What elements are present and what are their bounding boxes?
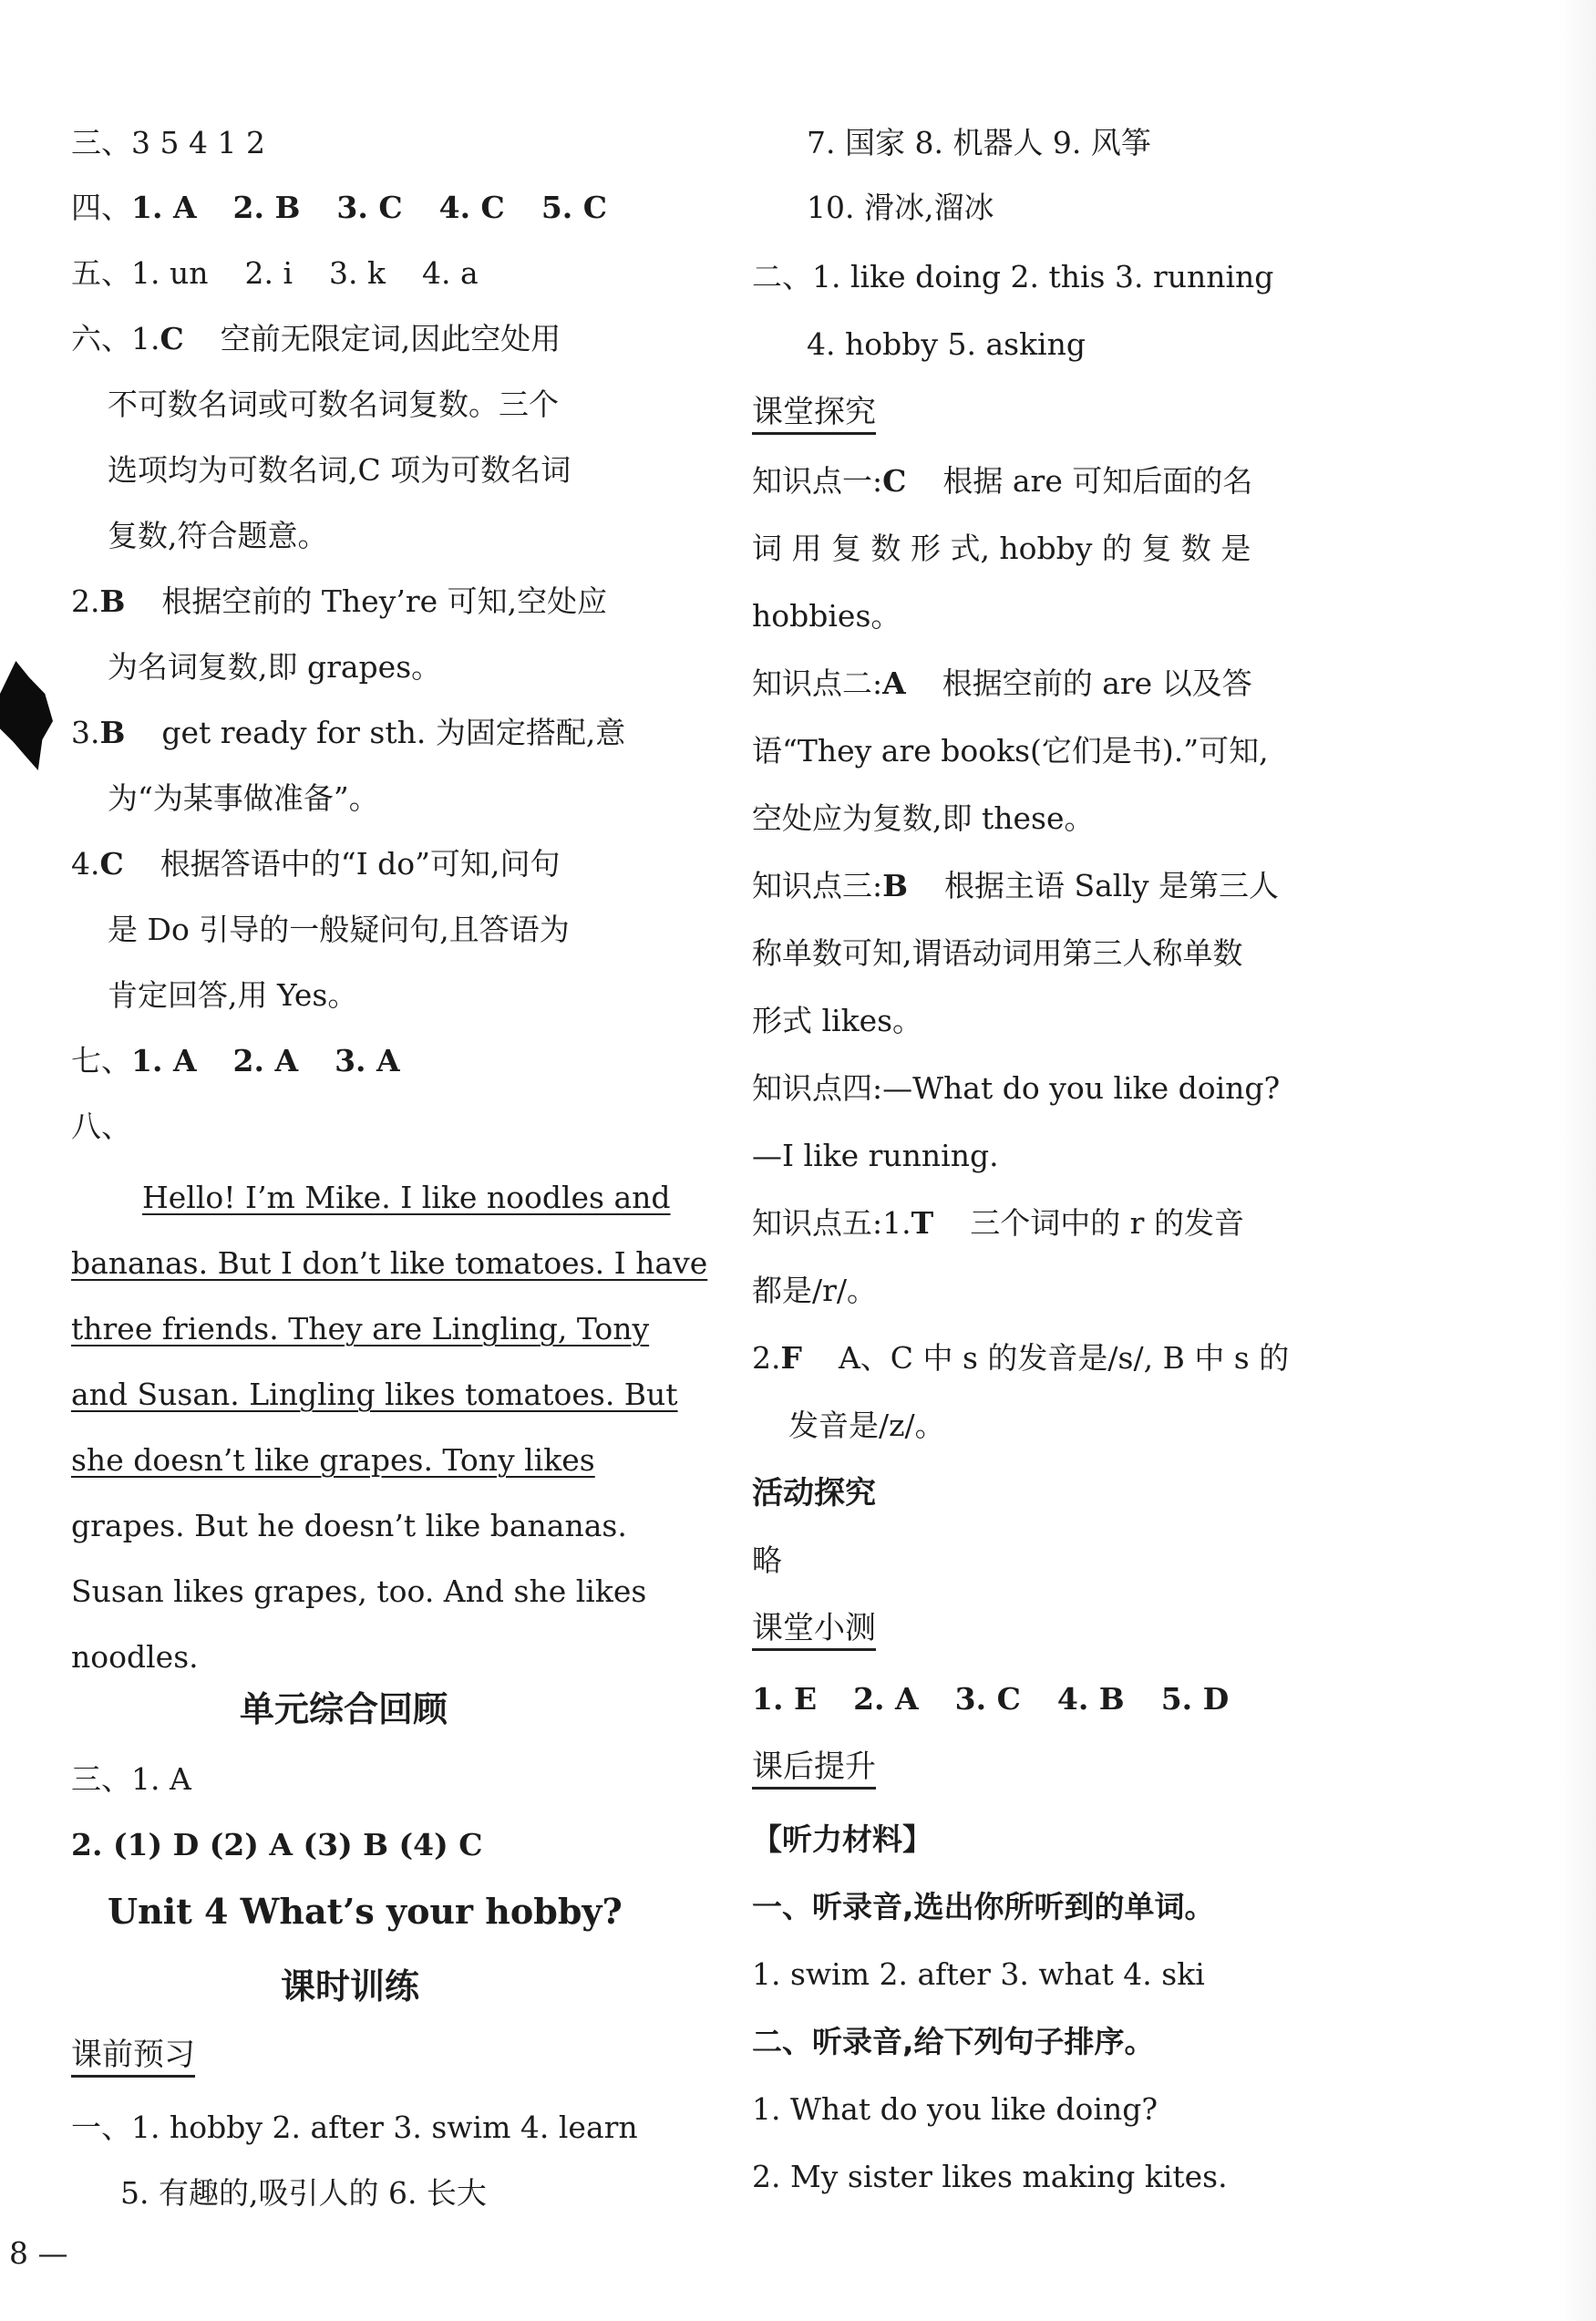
preview-section-2-a: 二、1. like doing 2. this 3. running — [752, 259, 1274, 294]
class-explore-title: 课堂探究 — [752, 394, 876, 435]
explanation-line: 肯定回答,用 Yes。 — [108, 977, 358, 1013]
passage-line: noodles. — [71, 1639, 199, 1675]
preview-answers-4: 10. 滑冰,溜冰 — [807, 190, 994, 225]
preview-answers-1: 一、1. hobby 2. after 3. swim 4. learn — [71, 2110, 638, 2145]
explanation-line: 复数,符合题意。 — [108, 518, 328, 553]
scan-stain — [0, 661, 53, 770]
passage-line: and Susan. Lingling likes tomatoes. But — [71, 1377, 678, 1412]
knowledge-point-4: 知识点四:—What do you like doing? — [752, 1070, 1281, 1106]
preview-answers-2: 5. 有趣的,吸引人的 6. 长大 — [120, 2175, 487, 2211]
explanation-line: 选项均为可数名词,C 项为可数名词 — [108, 452, 571, 488]
explanation-line: 空处应为复数,即 these。 — [752, 800, 1095, 836]
explanation-line: —I like running. — [752, 1138, 999, 1173]
unit-title: Unit 4 What’s your hobby? — [108, 1891, 623, 1932]
knowledge-point-2: 知识点二:A 根据空前的 are 以及答 — [752, 665, 1252, 701]
explanation-line: 词 用 复 数 形 式, hobby 的 复 数 是 — [752, 531, 1251, 566]
explanation-line: 称单数可知,谓语动词用第三人称单数 — [752, 935, 1243, 971]
passage-line: bananas. But I don’t like tomatoes. I have — [71, 1245, 708, 1281]
listening-question-1: 一、听录音,选出你所听到的单词。 — [752, 1889, 1215, 1924]
answer-section-6-q4: 4.C 根据答语中的“I do”可知,问句 — [71, 846, 561, 882]
answer-section-6-q2: 2.B 根据空前的 They’re 可知,空处应 — [71, 583, 608, 619]
answer-section-4: 四、1. A 2. B 3. C 4. C 5. C — [71, 190, 608, 225]
review-heading: 单元综合回顾 — [240, 1689, 448, 1729]
answer-section-6-q3: 3.B get ready for sth. 为固定搭配,意 — [71, 715, 626, 750]
lesson-training-heading: 课时训练 — [281, 1966, 420, 2006]
passage-line: three friends. They are Lingling, Tony — [71, 1311, 650, 1346]
answer-section-6-q1: 六、1.C 空前无限定词,因此空处用 — [71, 321, 561, 356]
activity-explore-text: 略 — [752, 1542, 782, 1578]
passage-line: grapes. But he doesn’t like bananas. — [71, 1508, 627, 1543]
answer-section-5: 五、1. un 2. i 3. k 4. a — [71, 255, 479, 291]
knowledge-point-5: 知识点五:1.T 三个词中的 r 的发音 — [752, 1205, 1244, 1241]
preview-section-title: 课前预习 — [71, 2037, 195, 2078]
passage-line: Susan likes grapes, too. And she likes — [71, 1573, 647, 1609]
listening-sentence-1: 1. What do you like doing? — [752, 2091, 1158, 2127]
after-class-title: 课后提升 — [752, 1748, 876, 1790]
preview-answers-3: 7. 国家 8. 机器人 9. 风筝 — [807, 125, 1151, 160]
listening-answer-1: 1. swim 2. after 3. what 4. ski — [752, 1956, 1205, 1992]
page-edge-shadow — [1560, 0, 1596, 2321]
answer-section-7: 七、1. A 2. A 3. A — [71, 1043, 400, 1078]
explanation-line: 是 Do 引导的一般疑问句,且答语为 — [108, 912, 570, 947]
page-number: 8 — — [9, 2235, 68, 2271]
passage-line: she doesn’t like grapes. Tony likes — [71, 1442, 595, 1478]
preview-section-2-b: 4. hobby 5. asking — [807, 326, 1086, 362]
review-question-2: 2. (1) D (2) A (3) B (4) C — [71, 1827, 483, 1862]
passage-line: Hello! I’m Mike. I like noodles and — [142, 1180, 671, 1215]
explanation-line: 为名词复数,即 grapes。 — [108, 649, 442, 685]
review-section-3: 三、1. A — [71, 1761, 191, 1797]
class-quiz-title: 课堂小测 — [752, 1610, 876, 1651]
explanation-line: 发音是/z/。 — [788, 1408, 945, 1443]
explanation-line: hobbies。 — [752, 598, 901, 634]
listening-sentence-2: 2. My sister likes making kites. — [752, 2159, 1228, 2194]
answer-section-8-label: 八、 — [71, 1109, 131, 1144]
class-quiz-answers: 1. E 2. A 3. C 4. B 5. D — [752, 1681, 1230, 1717]
explanation-line: 都是/r/。 — [752, 1273, 878, 1308]
answer-section-3: 三、3 5 4 1 2 — [71, 125, 265, 160]
explanation-line: 语“They are books(它们是书).”可知, — [752, 733, 1269, 769]
knowledge-point-1: 知识点一:C 根据 are 可知后面的名 — [752, 463, 1253, 499]
explanation-line: 不可数名词或可数名词复数。三个 — [108, 387, 559, 422]
knowledge-point-5-q2: 2.F A、C 中 s 的发音是/s/, B 中 s 的 — [752, 1340, 1290, 1376]
listening-material-title: 【听力材料】 — [752, 1821, 932, 1857]
activity-explore-title: 活动探究 — [752, 1475, 876, 1511]
explanation-line: 为“为某事做准备”。 — [108, 780, 379, 816]
listening-question-2: 二、听录音,给下列句子排序。 — [752, 2024, 1155, 2059]
knowledge-point-3: 知识点三:B 根据主语 Sally 是第三人 — [752, 868, 1280, 903]
explanation-line: 形式 likes。 — [752, 1003, 923, 1038]
